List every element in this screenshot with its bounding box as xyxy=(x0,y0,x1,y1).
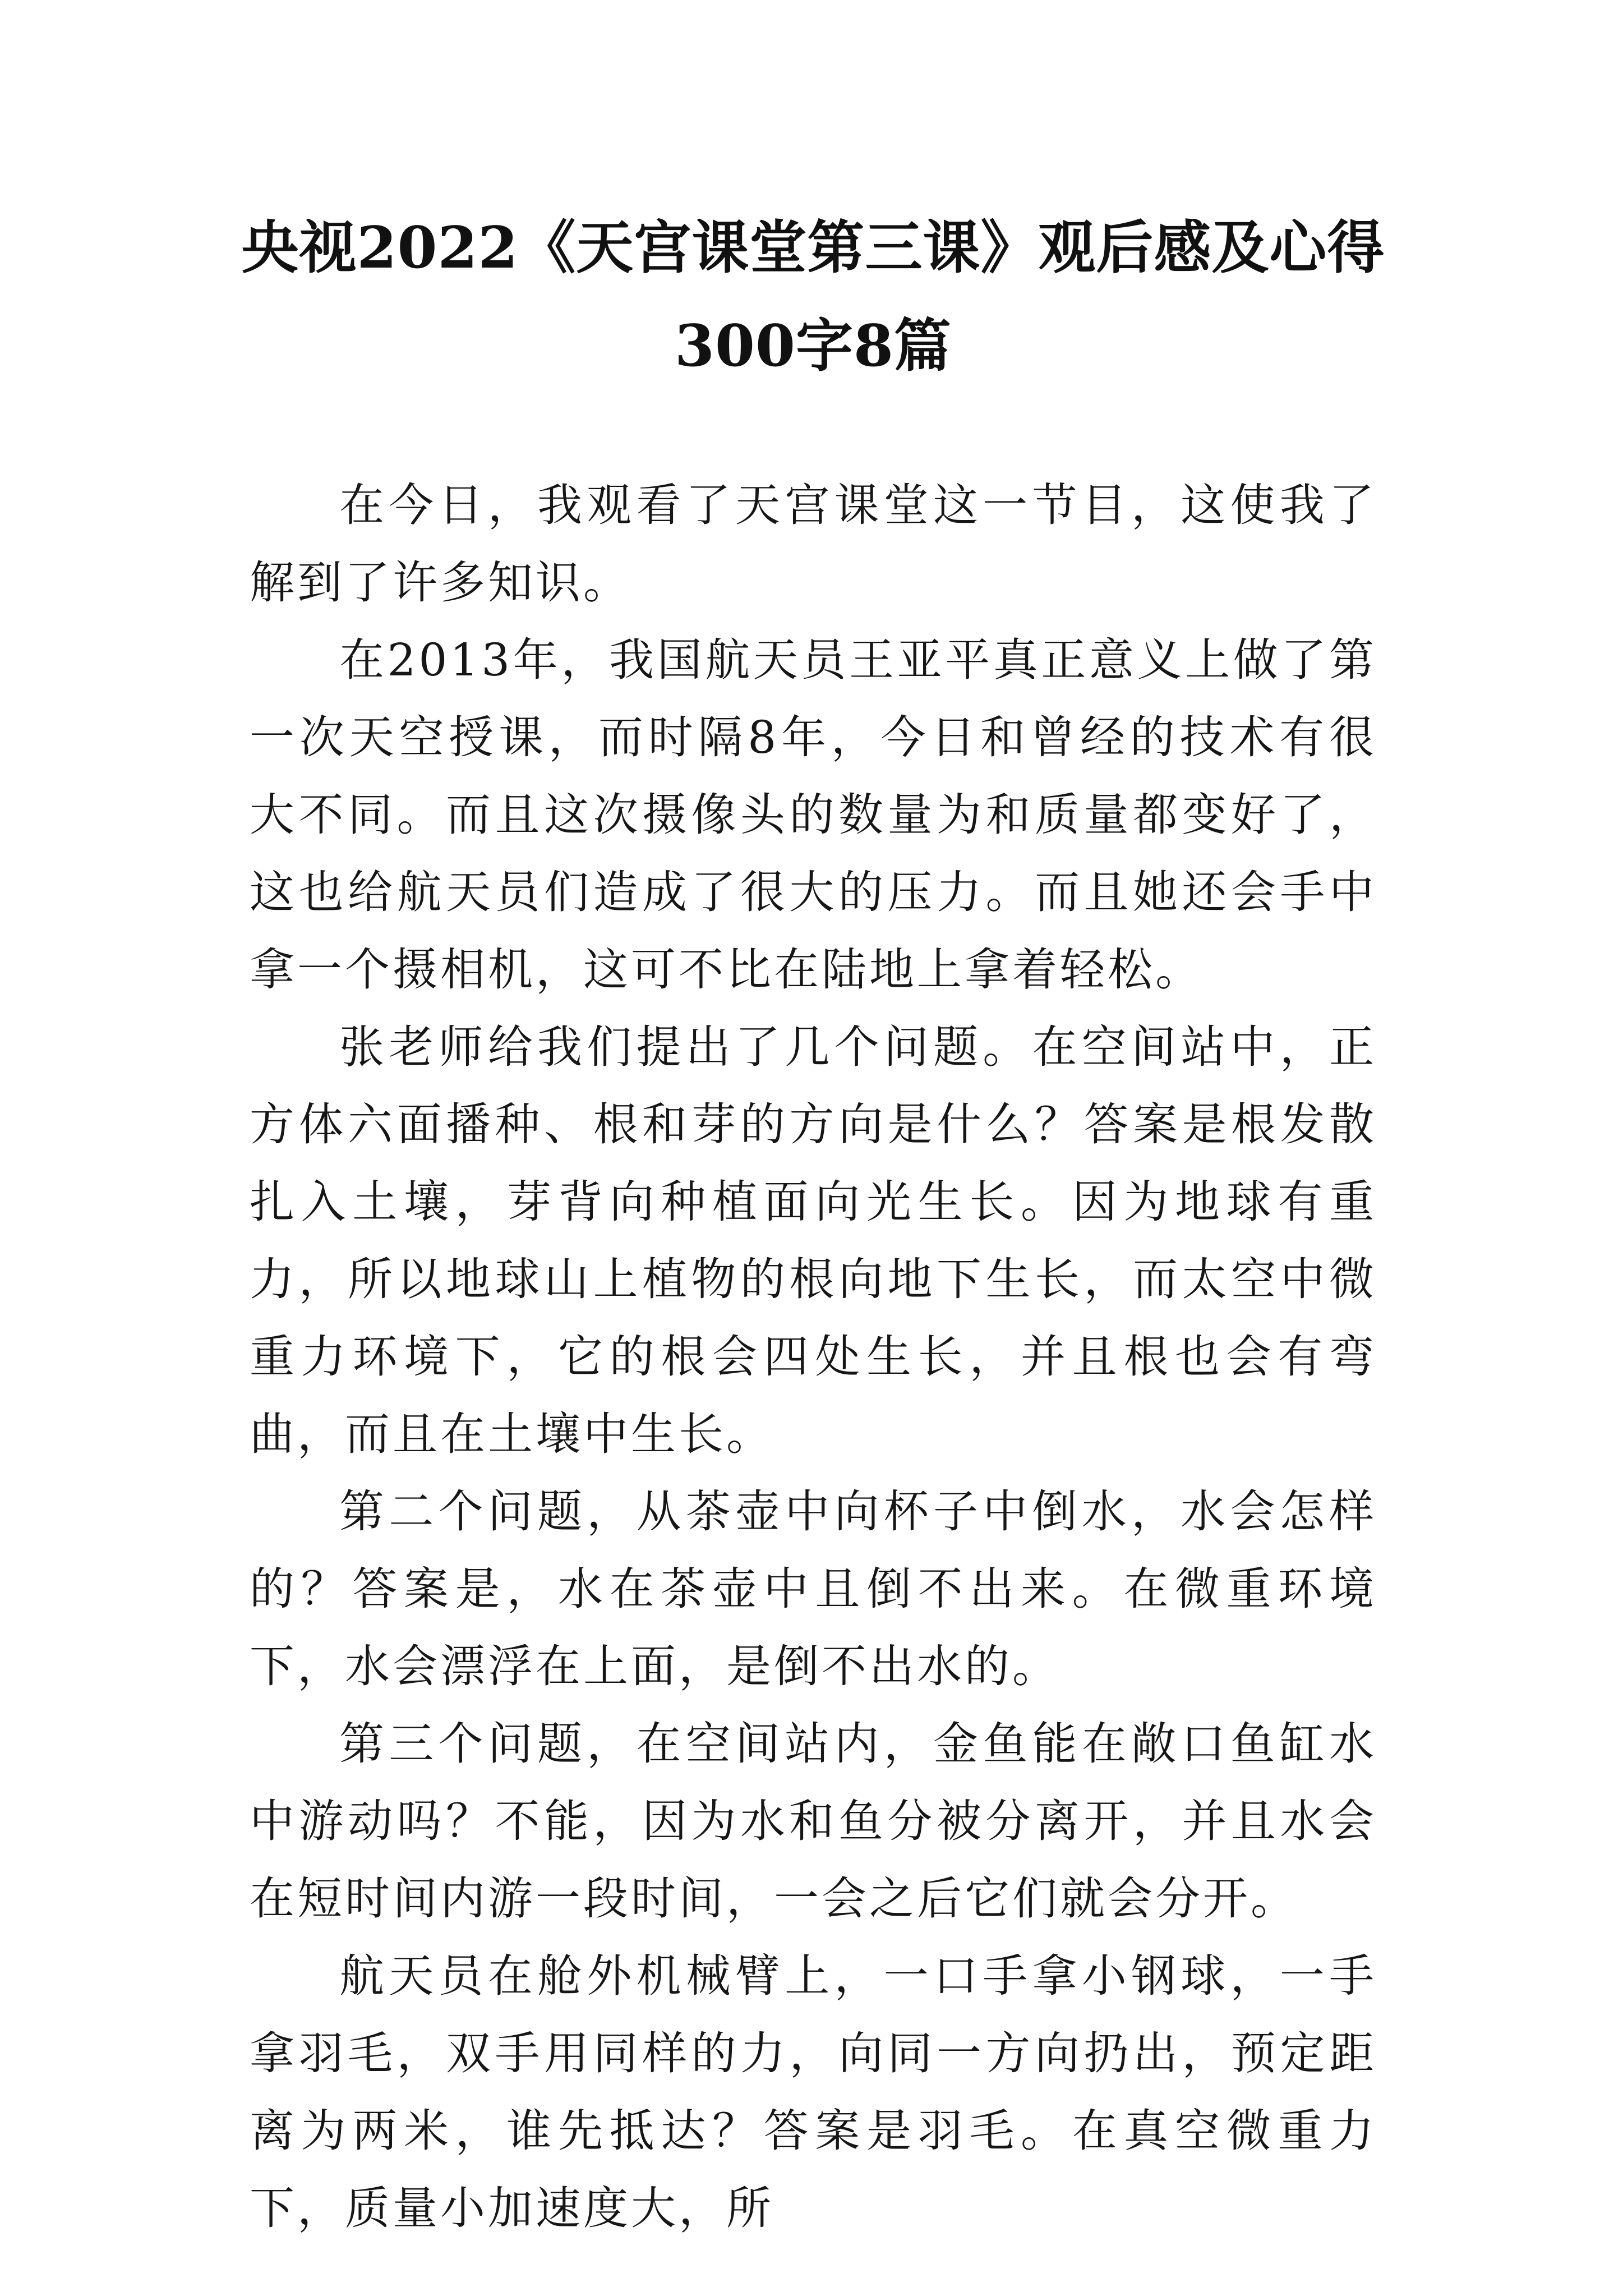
paragraph: 航天员在舱外机械臂上，一口手拿小钢球，一手拿羽毛，双手用同样的力，向同一方向扔出，预定距离为两米，谁先抵达？答案是羽毛。在真空微重力下，质量小加速度大，所 xyxy=(250,1950,1377,2234)
paragraph: 张老师给我们提出了几个问题。在空间站中，正方体六面播种、根和芽的方向是什么？答案是根发散扎入土壤，芽背向种植面向光生长。因为地球有重力，所以地球山上植物的根向地下生长，而太空中微重力环境下，它的根会四处生长，并且根也会有弯曲，而且在土壤中生长。 xyxy=(250,1021,1377,1460)
paragraph: 在今日，我观看了天宫课堂这一节目，这使我了解到了许多知识。 xyxy=(250,479,1377,609)
document-body xyxy=(250,467,1377,2247)
paragraph: 在2013年，我国航天员王亚平真正意义上做了第一次天空授课，而时隔8年，今日和曾经的技术有很大不同。而且这次摄像头的数量为和质量都变好了，这也给航天员们造成了很大的压力。而且她还会手中拿一个摄相机，这可不比在陆地上拿着轻松。 xyxy=(250,634,1377,996)
paragraph: 第三个问题，在空间站内，金鱼能在敞口鱼缸水中游动吗？不能，因为水和鱼分被分离开，并且水会在短时间内游一段时间，一会之后它们就会分开。 xyxy=(250,1718,1377,1925)
paragraph: 第二个问题，从茶壶中向杯子中倒水，水会怎样的？答案是，水在茶壶中且倒不出来。在微重环境下，水会漂浮在上面，是倒不出水的。 xyxy=(250,1485,1377,1692)
document-title: 央视2022《天宫课堂第三课》观后感及心得300字8篇 xyxy=(241,214,1385,380)
